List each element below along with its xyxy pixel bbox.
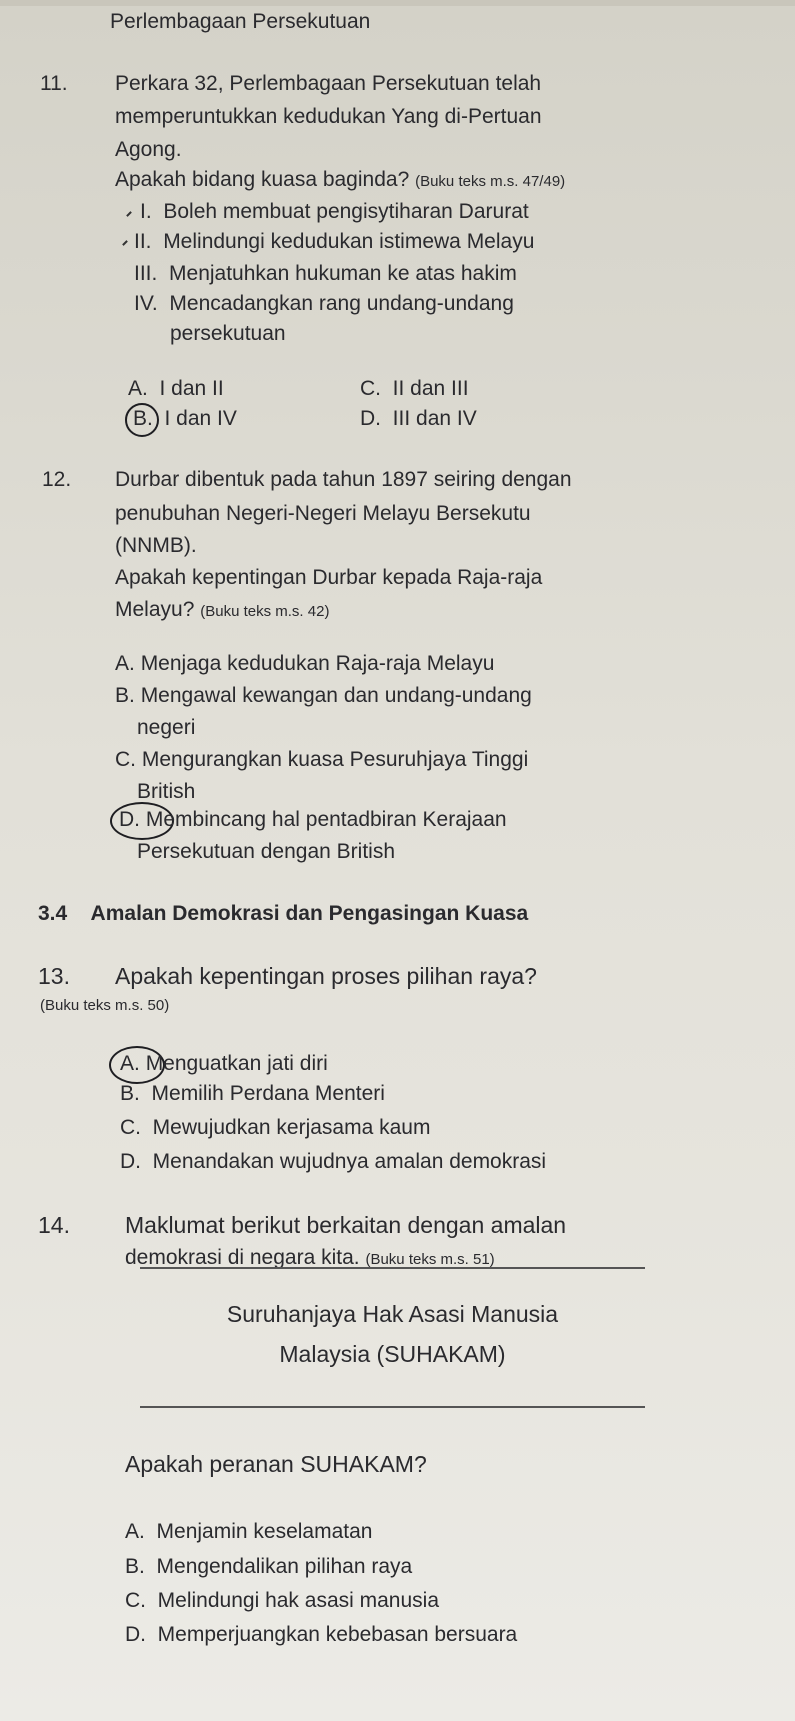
tick-mark xyxy=(122,240,128,246)
q11-line1: Perkara 32, Perlembagaan Persekutuan telah xyxy=(115,72,542,95)
q11-option-b: B. I dan IV xyxy=(133,407,237,430)
q13-number: 13. xyxy=(38,963,70,989)
q11-option-c: C. II dan III xyxy=(360,377,469,400)
q12-option-c-cont: British xyxy=(137,780,196,803)
q12-line2: penubuhan Negeri-Negeri Melayu Bersekutu xyxy=(115,502,531,525)
q13-option-b: B. Memilih Perdana Menteri xyxy=(120,1082,385,1105)
q12-number: 12. xyxy=(42,468,72,491)
q11-reference: (Buku teks m.s. 47/49) xyxy=(415,173,566,190)
q12-line3: (NNMB). xyxy=(115,534,197,557)
q11-item-4-continued: persekutuan xyxy=(170,322,286,345)
q14-number: 14. xyxy=(38,1212,70,1238)
tick-mark xyxy=(126,211,132,217)
q13-option-a: A. Menguatkan jati diri xyxy=(120,1052,328,1075)
q13-reference: (Buku teks m.s. 50) xyxy=(40,997,170,1014)
q14-reference: (Buku teks m.s. 51) xyxy=(365,1251,495,1268)
q13-option-c: C. Mewujudkan kerjasama kaum xyxy=(120,1116,431,1139)
q12-option-b: B. Mengawal kewangan dan undang-undang xyxy=(115,684,532,707)
q12-option-d-cont: Persekutuan dengan British xyxy=(137,840,395,863)
q11-line3: Agong. xyxy=(115,138,182,161)
q12-line1: Durbar dibentuk pada tahun 1897 seiring dengan xyxy=(115,468,572,491)
q14-option-a: A. Menjamin keselamatan xyxy=(125,1520,373,1543)
q14-question: Apakah peranan SUHAKAM? xyxy=(125,1451,427,1477)
q14-option-d: D. Memperjuangkan kebebasan bersuara xyxy=(125,1623,518,1646)
q12-line5: Melayu? (Buku teks m.s. 42) xyxy=(115,598,330,621)
q13-question: Apakah kepentingan proses pilihan raya? xyxy=(115,963,537,989)
page-top-edge xyxy=(0,0,795,6)
q12-option-b-cont: negeri xyxy=(137,716,196,739)
q13-option-d: D. Menandakan wujudnya amalan demokrasi xyxy=(120,1150,547,1173)
q11-option-d: D. III dan IV xyxy=(360,407,477,430)
q14-line2: demokrasi di negara kita. (Buku teks m.s. 51) xyxy=(125,1246,495,1269)
section-heading: 3.4 Amalan Demokrasi dan Pengasingan Kuasa xyxy=(38,902,529,925)
q12-option-c: C. Mengurangkan kuasa Pesuruhjaya Tinggi xyxy=(115,748,529,771)
q11-question: Apakah bidang kuasa baginda? (Buku teks m.s. 47/49) xyxy=(115,168,566,191)
info-box-line1: Suruhanjaya Hak Asasi Manusia xyxy=(226,1301,559,1327)
q11-item-1: I. Boleh membuat pengisytiharan Darurat xyxy=(140,200,529,223)
q11-option-a: A. I dan II xyxy=(128,377,224,400)
q14-option-b: B. Mengendalikan pilihan raya xyxy=(125,1555,413,1578)
q11-item-4: IV. Mencadangkan rang undang-undang xyxy=(134,292,514,315)
info-box xyxy=(140,1267,645,1408)
q14-option-c: C. Melindungi hak asasi manusia xyxy=(125,1589,439,1612)
q12-line4: Apakah kepentingan Durbar kepada Raja-raja xyxy=(115,566,543,589)
q11-line2: memperuntukkan kedudukan Yang di-Pertuan xyxy=(115,105,542,128)
page-heading: Perlembagaan Persekutuan xyxy=(110,10,371,33)
info-box-line2: Malaysia (SUHAKAM) xyxy=(279,1341,506,1367)
q11-number: 11. xyxy=(40,72,68,95)
q11-item-3: III. Menjatuhkan hukuman ke atas hakim xyxy=(134,262,517,285)
q12-reference: (Buku teks m.s. 42) xyxy=(200,603,330,620)
q11-item-2: II. Melindungi kedudukan istimewa Melayu xyxy=(134,230,535,253)
q12-option-a: A. Menjaga kedudukan Raja-raja Melayu xyxy=(115,652,495,675)
q12-option-d: D. Membincang hal pentadbiran Kerajaan xyxy=(119,808,507,831)
q14-line1: Maklumat berikut berkaitan dengan amalan xyxy=(125,1212,567,1238)
